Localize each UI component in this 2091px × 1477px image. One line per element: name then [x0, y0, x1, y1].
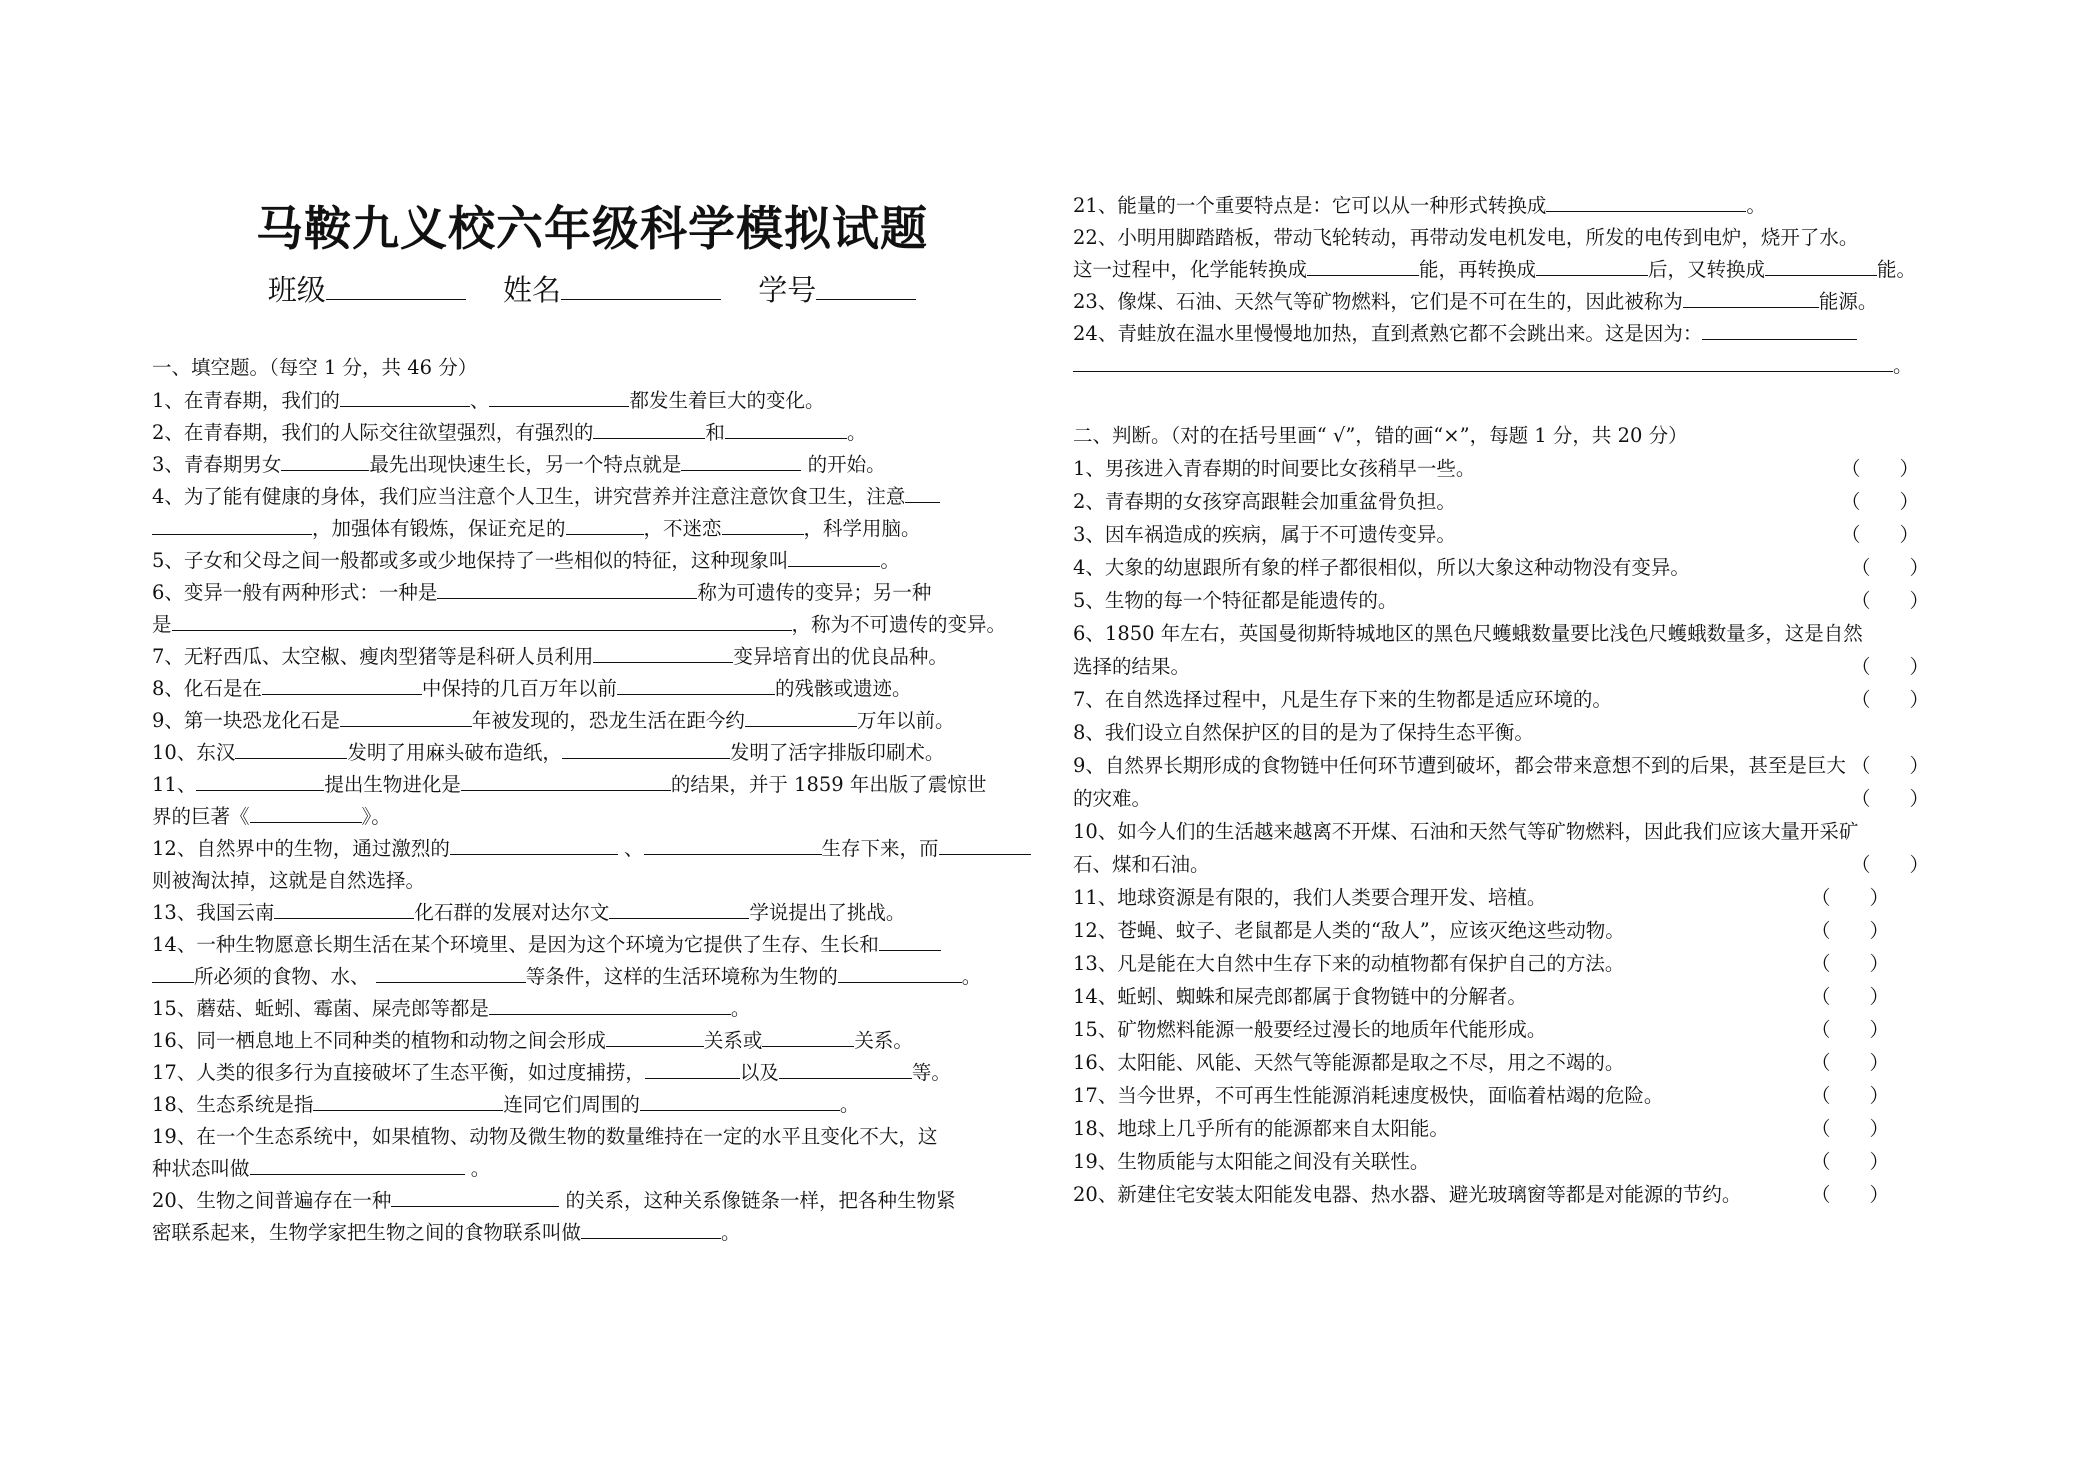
question-text: 8、化石是在 — [152, 677, 262, 700]
question-text: 的残骸或遗迹。 — [774, 677, 912, 700]
question-text: 学说提出了挑战。 — [749, 901, 906, 924]
answer-blank[interactable] — [1702, 319, 1857, 340]
answer-paren[interactable]: （ ） — [1811, 886, 1890, 909]
question-text: 种状态叫做 — [152, 1157, 250, 1180]
question-text: 称为可遗传的变异；另一种 — [697, 581, 932, 604]
answer-blank[interactable] — [313, 1090, 503, 1111]
answer-blank[interactable] — [450, 834, 618, 855]
question-text: 。 — [961, 965, 982, 988]
answer-paren[interactable]: （ ） — [1811, 1051, 1890, 1074]
question-text: 、 — [469, 389, 490, 412]
judgement-line: 13、凡是能在大自然中生存下来的动植物都有保护自己的方法。 — [1073, 952, 1625, 975]
answer-paren[interactable]: （ ） — [1841, 490, 1920, 513]
fill-in-line — [152, 577, 931, 609]
fill-in-line — [152, 769, 986, 801]
question-text: 16、同一栖息地上不同种类的植物和动物之间会形成 — [152, 1029, 606, 1052]
answer-blank[interactable] — [250, 1154, 465, 1175]
fill-in-line — [152, 449, 886, 481]
answer-blank[interactable] — [745, 706, 857, 727]
question-text: 最先出现快速生长，另一个特点就是 — [369, 453, 682, 476]
answer-paren[interactable]: （ ） — [1851, 688, 1930, 711]
fill-in-line — [152, 993, 750, 1025]
answer-blank[interactable] — [461, 770, 671, 791]
judgement-line: 19、生物质能与太阳能之间没有关联性。 — [1073, 1150, 1430, 1173]
question-text: 。 — [846, 421, 867, 444]
name-label: 姓名 — [502, 273, 561, 307]
name-field[interactable] — [503, 273, 721, 307]
judgement-line: 1、男孩进入青春期的时间要比女孩稍早一些。 — [1073, 457, 1476, 480]
question-text: 2、在青春期，我们的人际交往欲望强烈，有强烈的 — [152, 421, 594, 444]
fill-in-line — [1073, 222, 1858, 254]
question-text: 则被淘汰掉，这就是自然选择。 — [152, 869, 426, 892]
answer-blank[interactable] — [489, 994, 731, 1015]
fill-in-line — [152, 929, 941, 961]
student-info-line — [152, 268, 1032, 309]
question-text: ，称为不可遗传的变异。 — [791, 613, 1007, 636]
question-text: 发明了活字排版印刷术。 — [729, 741, 945, 764]
page-title: 马鞍九义校六年级科学模拟试题 — [256, 202, 928, 257]
fill-in-line — [152, 737, 944, 769]
question-text: 》。 — [361, 805, 391, 828]
class-field[interactable] — [268, 273, 466, 307]
answer-blank[interactable] — [606, 1026, 704, 1047]
answer-blank[interactable] — [566, 514, 644, 535]
question-text: 。 — [1746, 194, 1766, 217]
judgement-line: 选择的结果。 — [1073, 655, 1191, 678]
answer-blank[interactable] — [725, 418, 847, 439]
judgement-line: 的灾难。 — [1073, 787, 1152, 810]
question-text: 17、人类的很多行为直接破坏了生态平衡，如过度捕捞， — [152, 1061, 645, 1084]
answer-blank[interactable] — [1073, 351, 1893, 372]
question-text: 等。 — [911, 1061, 951, 1084]
judgement-line: 17、当今世界，不可再生性能源消耗速度极快，面临着枯竭的危险。 — [1073, 1084, 1664, 1107]
answer-paren[interactable]: （ ） — [1811, 985, 1890, 1008]
judgement-line: 16、太阳能、风能、天然气等能源都是取之不尽，用之不竭的。 — [1073, 1051, 1625, 1074]
answer-paren[interactable]: （ ） — [1811, 919, 1890, 942]
fill-in-line — [152, 1025, 913, 1057]
fill-in-line — [152, 545, 900, 577]
section2-heading: 二、判断。（对的在括号里画“ √”，错的画“×”，每题 1 分，共 20 分） — [1073, 424, 1688, 447]
number-blank[interactable] — [816, 273, 916, 300]
question-text: 所必须的食物、水、 — [194, 965, 376, 988]
answer-paren[interactable]: （ ） — [1811, 1150, 1890, 1173]
question-text: ，不迷恋 — [643, 517, 722, 540]
fill-in-line — [152, 641, 948, 673]
question-text: 连同它们周围的 — [503, 1093, 640, 1116]
judgement-line: 8、我们设立自然保护区的目的是为了保持生态平衡。 — [1073, 721, 1534, 744]
question-text: 关系或 — [703, 1029, 763, 1052]
question-text: 的结果，并于 1859 年出版了震惊世 — [670, 773, 987, 796]
judgement-line: 3、因车祸造成的疾病，属于不可遗传变异。 — [1073, 523, 1456, 546]
answer-blank[interactable] — [640, 1090, 840, 1111]
fill-in-line — [152, 961, 981, 993]
answer-paren[interactable]: （ ） — [1851, 754, 1930, 777]
question-text: 等条件，这样的生活环境称为生物的 — [525, 965, 838, 988]
answer-blank[interactable] — [235, 738, 347, 759]
question-text: 9、第一块恐龙化石是 — [152, 709, 340, 732]
judgement-line: 石、煤和石油。 — [1073, 853, 1210, 876]
fill-in-line — [1073, 254, 1916, 286]
answer-blank[interactable] — [879, 930, 941, 951]
answer-blank[interactable] — [262, 674, 422, 695]
judgement-line: 5、生物的每一个特征都是能遗传的。 — [1073, 589, 1398, 612]
question-text: 和 — [705, 421, 725, 444]
fill-in-line — [1073, 190, 1766, 222]
fill-in-line — [152, 865, 425, 897]
question-text: 23、像煤、石油、天然气等矿物燃料，它们是不可在生的，因此被称为 — [1073, 290, 1683, 313]
question-text: 21、能量的一个重要特点是：它可以从一种形式转换成 — [1073, 194, 1547, 217]
question-text: 10、东汉 — [152, 741, 236, 764]
answer-paren[interactable]: （ ） — [1811, 952, 1890, 975]
question-text: 能。 — [1877, 258, 1917, 281]
question-text: 5、子女和父母之间一般都或多或少地保持了一些相似的特征，这种现象叫 — [152, 549, 789, 572]
question-text: 这一过程中，化学能转换成 — [1073, 258, 1308, 281]
question-text: 密联系起来，生物学家把生物之间的食物联系叫做 — [152, 1221, 582, 1244]
answer-blank[interactable] — [593, 418, 705, 439]
fill-in-line — [152, 1153, 490, 1185]
question-text: 万年以前。 — [856, 709, 955, 732]
answer-blank[interactable] — [617, 674, 775, 695]
judgement-line: 9、自然界长期形成的食物链中任何环节遭到破坏，都会带来意想不到的后果，甚至是巨大 — [1073, 754, 1846, 777]
fill-in-line — [152, 513, 921, 545]
section1-heading: 一、填空题。（每空 1 分，共 46 分） — [152, 356, 478, 379]
question-text: 。 — [464, 1157, 491, 1180]
fill-in-line — [152, 897, 905, 929]
answer-paren[interactable]: （ ） — [1851, 853, 1930, 876]
fill-in-line — [152, 385, 824, 417]
question-text: 7、无籽西瓜、太空椒、瘦肉型猪等是科研人员利用 — [152, 645, 594, 668]
answer-blank[interactable] — [644, 834, 822, 855]
answer-blank[interactable] — [562, 738, 730, 759]
question-text: 变异培育出的优良品种。 — [733, 645, 948, 668]
question-text: 是 — [152, 613, 172, 636]
question-text: 的开始。 — [801, 453, 886, 476]
answer-blank[interactable] — [1536, 255, 1648, 276]
judgement-line: 2、青春期的女孩穿高跟鞋会加重盆骨负担。 — [1073, 490, 1456, 513]
question-text: 关系。 — [854, 1029, 913, 1052]
answer-blank[interactable] — [152, 962, 194, 983]
answer-blank[interactable] — [905, 482, 940, 503]
question-text: 22、小明用脚踏踏板，带动飞轮转动，再带动发电机发电，所发的电传到电炉，烧开了水。 — [1073, 226, 1859, 249]
judgement-line: 6、1850 年左右，英国曼彻斯特城地区的黑色尺蠖蛾数量要比浅色尺蠖蛾数量多，这是自然 — [1073, 622, 1863, 645]
question-text: 19、在一个生态系统中，如果植物、动物及微生物的数量维持在一定的水平且变化不大，这 — [152, 1125, 938, 1148]
question-text: 。 — [1893, 354, 1913, 377]
answer-paren[interactable]: （ ） — [1851, 589, 1930, 612]
judgement-line: 12、苍蝇、蚊子、老鼠都是人类的“敌人”，应该灭绝这些动物。 — [1073, 919, 1625, 942]
fill-in-line — [1073, 350, 1913, 382]
answer-blank[interactable] — [489, 386, 629, 407]
question-text: ，科学用脑。 — [803, 517, 921, 540]
fill-in-line — [1073, 318, 1857, 350]
answer-blank[interactable] — [762, 1026, 854, 1047]
question-text: 11、 — [152, 773, 197, 796]
question-text: 24、青蛙放在温水里慢慢地加热，直到煮熟它都不会跳出来。这是因为： — [1073, 322, 1703, 345]
judgement-line: 4、大象的幼崽跟所有象的样子都很相似，所以大象这种动物没有变异。 — [1073, 556, 1690, 579]
question-text: 6、变异一般有两种形式：一种是 — [152, 581, 438, 604]
question-text: 4、为了能有健康的身体，我们应当注意个人卫生，讲究营养并注意注意饮食卫生，注意 — [152, 485, 906, 508]
question-text: 后，又转换成 — [1648, 258, 1766, 281]
question-text: 20、生物之间普遍存在一种 — [152, 1189, 392, 1212]
question-text: 提出生物进化是 — [324, 773, 461, 796]
answer-paren[interactable]: （ ） — [1851, 556, 1930, 579]
fill-in-line — [152, 1089, 859, 1121]
answer-paren[interactable]: （ ） — [1841, 523, 1920, 546]
question-text: 。 — [730, 997, 751, 1020]
answer-blank[interactable] — [581, 1218, 721, 1239]
question-text: 年被发现的，恐龙生活在距今约 — [471, 709, 745, 732]
question-text: 、 — [617, 837, 644, 860]
answer-blank[interactable] — [274, 898, 414, 919]
question-text: 。 — [880, 549, 900, 572]
answer-blank[interactable] — [1765, 255, 1877, 276]
question-text: 以及 — [739, 1061, 779, 1084]
fill-in-line — [152, 481, 940, 513]
answer-paren[interactable]: （ ） — [1811, 1018, 1890, 1041]
question-text: 1、在青春期，我们的 — [152, 389, 340, 412]
answer-blank[interactable] — [391, 1186, 559, 1207]
answer-blank[interactable] — [788, 546, 880, 567]
question-text: 能源。 — [1818, 290, 1878, 313]
fill-in-line — [1073, 286, 1877, 318]
answer-blank[interactable] — [250, 802, 362, 823]
answer-paren[interactable]: （ ） — [1841, 457, 1920, 480]
fill-in-line — [152, 609, 1006, 641]
answer-blank[interactable] — [645, 1058, 740, 1079]
question-text: 。 — [721, 1221, 741, 1244]
class-blank[interactable] — [326, 273, 466, 300]
answer-blank[interactable] — [281, 450, 369, 471]
answer-blank[interactable] — [340, 706, 472, 727]
fill-in-line — [152, 417, 866, 449]
judgement-line: 15、矿物燃料能源一般要经过漫长的地质年代能形成。 — [1073, 1018, 1547, 1041]
fill-in-line — [152, 1217, 741, 1249]
answer-blank[interactable] — [437, 578, 697, 599]
judgement-line: 18、地球上几乎所有的能源都来自太阳能。 — [1073, 1117, 1449, 1140]
name-blank[interactable] — [561, 273, 721, 300]
question-text: 13、我国云南 — [152, 901, 275, 924]
answer-blank[interactable] — [939, 834, 1031, 855]
answer-blank[interactable] — [172, 610, 792, 631]
question-text: 。 — [839, 1093, 860, 1116]
number-label: 学号 — [758, 273, 817, 307]
answer-blank[interactable] — [593, 642, 733, 663]
answer-blank[interactable] — [1683, 287, 1819, 308]
question-text: 12、自然界中的生物，通过激烈的 — [152, 837, 450, 860]
answer-paren[interactable]: （ ） — [1811, 1084, 1890, 1107]
answer-paren[interactable]: （ ） — [1851, 655, 1930, 678]
answer-blank[interactable] — [779, 1058, 912, 1079]
question-text: 化石群的发展对达尔文 — [414, 901, 610, 924]
question-text: 的关系，这种关系像链条一样，把各种生物紧 — [559, 1189, 956, 1212]
judgement-line: 7、在自然选择过程中，凡是生存下来的生物都是适应环境的。 — [1073, 688, 1612, 711]
class-label: 班级 — [267, 273, 326, 307]
question-text: 18、生态系统是指 — [152, 1093, 314, 1116]
judgement-line: 10、如今人们的生活越来越离不开煤、石油和天然气等矿物燃料，因此我们应该大量开采矿 — [1073, 820, 1859, 843]
question-text: 3、青春期男女 — [152, 453, 282, 476]
question-text: 能，再转换成 — [1419, 258, 1537, 281]
judgement-line: 20、新建住宅安装太阳能发电器、热水器、避光玻璃窗等都是对能源的节约。 — [1073, 1183, 1742, 1206]
question-text: 14、一种生物愿意长期生活在某个环境里、是因为这个环境为它提供了生存、生长和 — [152, 933, 879, 956]
answer-blank[interactable] — [1546, 191, 1746, 212]
answer-paren[interactable]: （ ） — [1811, 1117, 1890, 1140]
answer-blank[interactable] — [838, 962, 962, 983]
judgement-line: 14、蚯蚓、蜘蛛和屎壳郎都属于食物链中的分解者。 — [1073, 985, 1527, 1008]
judgement-line: 11、地球资源是有限的，我们人类要合理开发、培植。 — [1073, 886, 1547, 909]
fill-in-line — [152, 1185, 956, 1217]
question-text: 生存下来，而 — [821, 837, 939, 860]
question-text: 中保持的几百万年以前 — [421, 677, 617, 700]
question-text: ，加强体有锻炼，保证充足的 — [312, 517, 566, 540]
answer-blank[interactable] — [376, 962, 526, 983]
fill-in-line — [152, 801, 391, 833]
number-field[interactable] — [758, 273, 916, 307]
answer-blank[interactable] — [722, 514, 804, 535]
answer-paren[interactable]: （ ） — [1851, 787, 1930, 810]
question-text: 发明了用麻头破布造纸， — [347, 741, 562, 764]
fill-in-line — [152, 1121, 937, 1153]
answer-blank[interactable] — [152, 514, 312, 535]
answer-blank[interactable] — [681, 450, 801, 471]
answer-blank[interactable] — [609, 898, 749, 919]
answer-paren[interactable]: （ ） — [1811, 1183, 1890, 1206]
fill-in-line — [152, 705, 954, 737]
answer-blank[interactable] — [196, 770, 324, 791]
question-text: 15、蘑菇、蚯蚓、霉菌、屎壳郎等都是 — [152, 997, 489, 1020]
question-text: 都发生着巨大的变化。 — [629, 389, 825, 412]
answer-blank[interactable] — [340, 386, 470, 407]
fill-in-line — [152, 1057, 951, 1089]
answer-blank[interactable] — [1307, 255, 1419, 276]
fill-in-line — [152, 673, 911, 705]
fill-in-line — [152, 833, 1031, 865]
question-text: 界的巨著《 — [152, 805, 250, 828]
